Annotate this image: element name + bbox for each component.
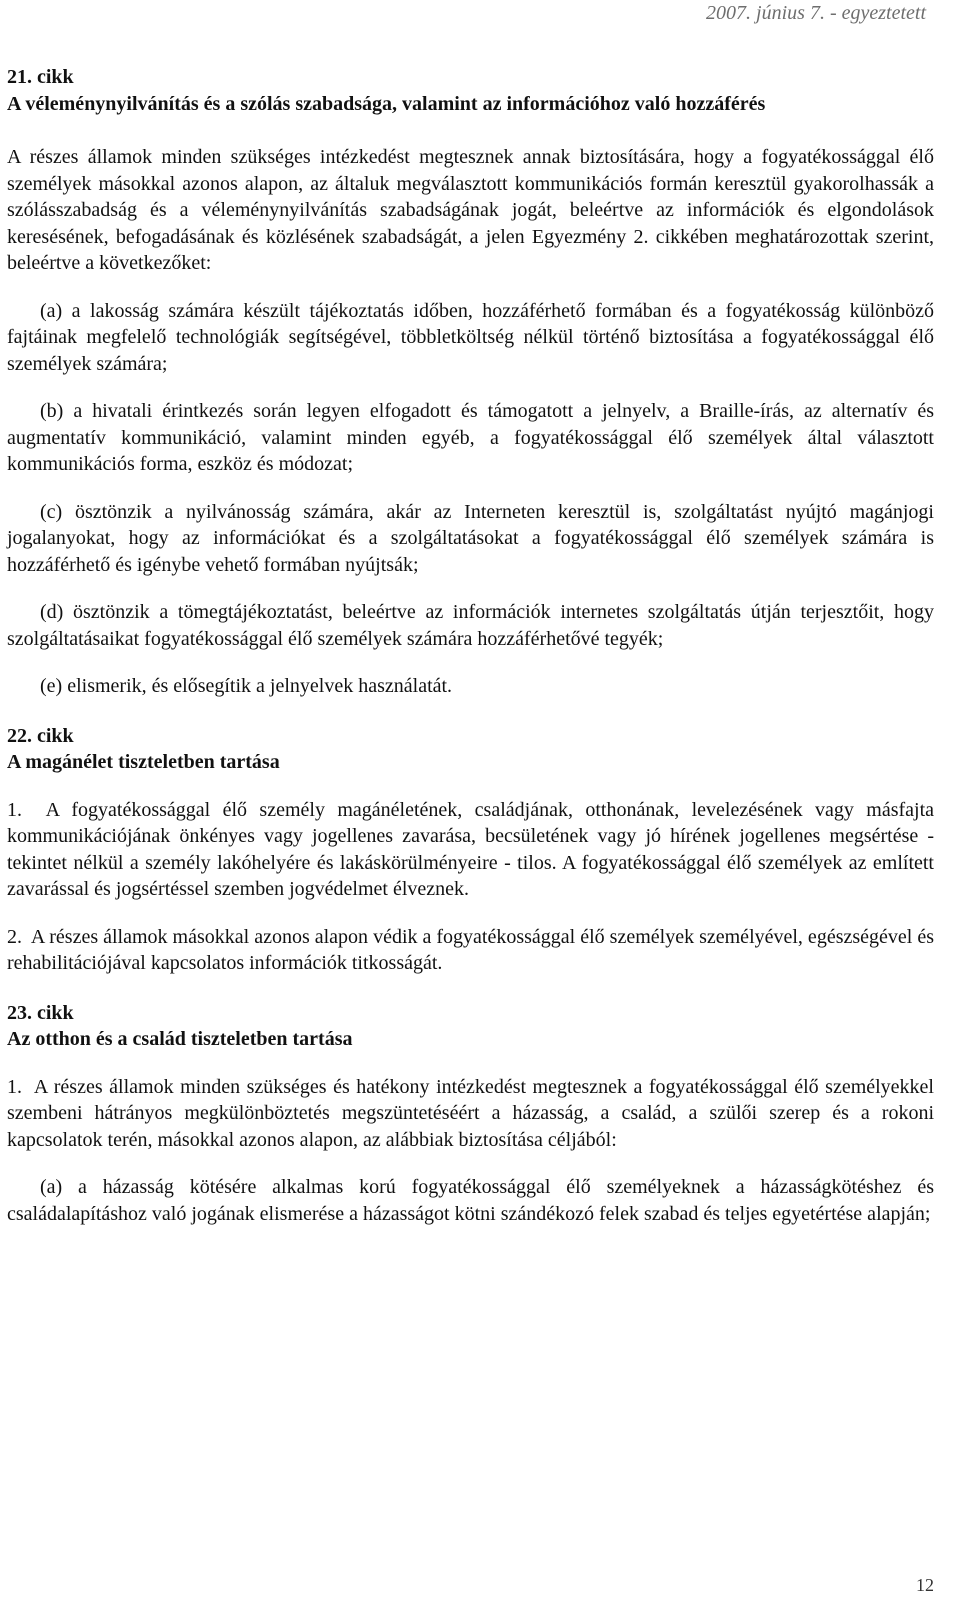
- article-21-item-e: (e) elismerik, és elősegítik a jelnyelvek használatát.: [40, 675, 453, 697]
- article-22-paragraph-2: 2. A részes államok másokkal azonos alapon védik a fogyatékossággal élő személyek személyével, egészségével és rehabilitációjával kapcsolatos információk titkosságát.: [7, 925, 939, 974]
- article-21-item-d: (d) ösztönzik a tömegtájékoztatást, beleértve az információk internetes szolgáltatás útján terjesztőit, hogy szolgáltatásaikat fogyatékossággal élő személyek számára hozzáférhetővé tegyék;: [7, 601, 934, 650]
- article-22-number: 22. cikk: [7, 724, 74, 747]
- article-23-title: Az otthon és a család tiszteletben tartása: [7, 1028, 353, 1050]
- header-date: 2007. június 7. - egyeztetett: [706, 2, 926, 24]
- article-23-number: 23. cikk: [7, 1001, 74, 1024]
- document-content: [7, 64, 939, 1227]
- article-21-number: 21. cikk: [7, 66, 74, 88]
- page-number: 12: [916, 1575, 934, 1595]
- article-23-item-a: (a) a házasság kötésére alkalmas korú fogyatékossággal élő személyeknek a házasságkötéshez és családalapításhoz való jogának elismerése a házasságot kötni szándékozó felek szabad és teljes egyetértése alapján;: [7, 1176, 934, 1225]
- article-23-paragraph-1: 1. A részes államok minden szükséges és hatékony intézkedést megtesznek a fogyatékossággal élő személyekkel szembeni hátrányos megkülönböztetés megszüntetéséért a házasság, a család, a szülői szerep és a rokoni kapcsolatok terén, másokkal azonos alapon, az alábbiak biztosítása céljából:: [7, 1075, 939, 1151]
- article-21-item-a: (a) a lakosság számára készült tájékoztatás időben, hozzáférhető formában és a fogyatékosság különböző fajtáinak megfelelő technológiák segítségével, többletköltség nélkül történő biztosítása a fogyatékossággal élő személyek számára;: [7, 299, 934, 375]
- article-22-paragraph-1: 1. A fogyatékossággal élő személy magánéletének, családjának, otthonának, levelezésének vagy másfajta kommunikációjának önkényes vagy jogellenes zavarása, becsületének vagy jó hírének jogellenes megsértése - tekintet nélkül a személy lakóhelyére és lakáskörülményeire - tilos. A fogyatékossággal élő személyek az említett zavarással és jogsértéssel szemben jogvédelmet élveznek.: [7, 798, 939, 900]
- article-22-title: A magánélet tiszteletben tartása: [7, 751, 280, 773]
- article-21-item-c: (c) ösztönzik a nyilvánosság számára, akár az Interneten keresztül is, szolgáltatást nyújtó magánjogi jogalanyokat, hogy az információkat és a szolgáltatásokat a fogyatékossággal élő személyek számára is hozzáférhető és igénybe vehető formában nyújtsák;: [7, 500, 934, 576]
- article-21-item-b: (b) a hivatali érintkezés során legyen elfogadott és támogatott a jelnyelv, a Braille-írás, az alternatív és augmentatív kommunikáció, valamint minden egyéb, a fogyatékossággal élő személyek által választott kommunikációs forma, eszköz és módozat;: [7, 400, 934, 475]
- article-21-intro: A részes államok minden szükséges intézkedést megtesznek annak biztosítására, hogy a fogyatékossággal élő személyek másokkal azonos alapon, az általuk megválasztott kommunikációs formán keresztül gyakorolhassák a szólásszabadság és a véleménynyilvánítás szabadságának jogát, beleértve az információk és elgondolások keresésének, befogadásának és közlésének szabadságát, a jelen Egyezmény 2. cikkében meghatározottak szerint, beleértve a következőket:: [7, 146, 934, 274]
- article-21-title: A véleménynyilvánítás és a szólás szabadsága, valamint az információhoz való hozzáférés: [7, 92, 766, 115]
